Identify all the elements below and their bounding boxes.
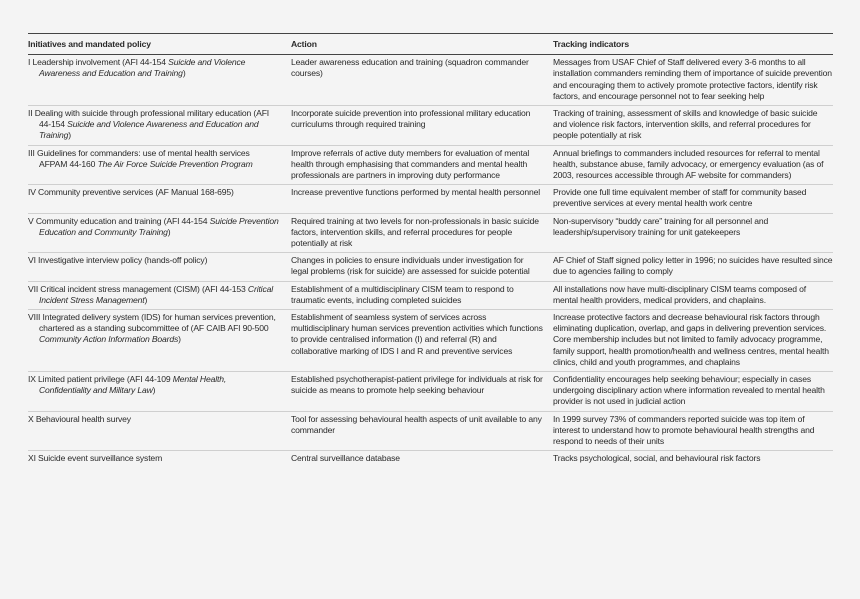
initiative-cell bbox=[28, 185, 291, 213]
policy-title-italic: Community Action Information Boards bbox=[39, 334, 179, 345]
initiative-text bbox=[28, 57, 279, 79]
initiative-text-segment: ) bbox=[144, 294, 148, 305]
policy-title-italic: Critical Incident Stress Management bbox=[39, 283, 273, 305]
initiative-text-segment: ) bbox=[152, 385, 156, 396]
table-row bbox=[28, 310, 833, 372]
table-row bbox=[28, 213, 833, 253]
initiative-text bbox=[28, 216, 279, 238]
table-body bbox=[28, 55, 833, 468]
initiative-text bbox=[28, 148, 279, 170]
initiative-text-segment: VI Investigative interview policy (hands-off policy) bbox=[28, 255, 208, 266]
tracking-cell: All installations now have multi-disciplinary CISM teams composed of mental health providers, medical providers, and chaplains. bbox=[553, 283, 806, 305]
initiative-text-segment: V Community education and training (AFI 44-154 bbox=[28, 215, 210, 226]
tracking-cell: Increase protective factors and decrease behavioural risk factors through eliminating duplication, overlap, and gaps in delivering prevention services. Core membership includes but not limited to family advocacy programme, family support, health promotion/health and wellness centres, mental health clinics, child and youth programmes, and chaplains bbox=[553, 312, 829, 367]
initiative-cell bbox=[28, 253, 291, 281]
initiative-cell bbox=[28, 281, 291, 309]
action-cell: Establishment of seamless system of services across multidisciplinary human services prevention activities which functions to provide centralised information (I) and referral (R) and collaborative marking of IDS I and R and preventive services bbox=[291, 312, 543, 356]
tracking-cell: Provide one full time equivalent member of staff for community based preventive services at every mental health work centre bbox=[553, 187, 807, 209]
policy-title-italic: Suicide and Violence Awareness and Education and Training bbox=[39, 57, 246, 79]
tracking-cell: In 1999 survey 73% of commanders reported suicide was top item of interest to understand how to promote behavioural health strengths and respond to needs of their units bbox=[553, 413, 815, 447]
column-header-action: Action bbox=[291, 39, 317, 49]
column-header-tracking: Tracking indicators bbox=[553, 39, 629, 49]
policy-title-italic: Mental Health, Confidentiality and Military Law bbox=[39, 374, 227, 396]
tracking-cell: Messages from USAF Chief of Staff delivered every 3-6 months to all installation commanders reminding them of importance of suicide prevention and encouraging them to actively promote protective factors, identify risk factors, and encourage personnel not to fear seeking help bbox=[553, 57, 832, 101]
policy-title-italic: Suicide and Violence Awareness and Education and Training bbox=[39, 119, 259, 141]
action-cell: Central surveillance database bbox=[291, 453, 400, 464]
initiative-cell bbox=[28, 411, 291, 451]
initiative-text bbox=[28, 374, 279, 396]
table-row bbox=[28, 372, 833, 412]
table-row bbox=[28, 106, 833, 146]
initiative-text-segment: ) bbox=[68, 130, 71, 141]
initiative-text-segment: ) bbox=[178, 334, 181, 345]
initiative-text bbox=[28, 414, 279, 425]
initiative-text-segment: ) bbox=[167, 226, 171, 237]
initiative-text bbox=[28, 108, 279, 142]
action-cell: Incorporate suicide prevention into professional military education curriculums through required training bbox=[291, 108, 531, 130]
initiative-cell bbox=[28, 145, 291, 185]
action-cell: Establishment of a multidisciplinary CISM team to respond to traumatic events, including completed suicides bbox=[291, 283, 514, 305]
action-cell: Increase preventive functions performed by mental health personnel bbox=[291, 187, 541, 198]
tracking-cell: Tracking of training, assessment of skills and knowledge of basic suicide and violence risk factors, intervention skills, and referral procedures for people potentially at risk bbox=[553, 108, 818, 141]
table-row bbox=[28, 55, 833, 106]
initiative-text bbox=[28, 187, 279, 198]
table-header-row bbox=[28, 34, 833, 55]
initiative-text-segment: X Behavioural health survey bbox=[28, 413, 131, 424]
policy-title-italic: The Air Force Suicide Prevention Program bbox=[97, 158, 253, 169]
table-row bbox=[28, 185, 833, 213]
table-row bbox=[28, 253, 833, 281]
initiative-cell bbox=[28, 55, 291, 106]
action-cell: Changes in policies to ensure individuals under investigation for legal problems (risk for suicide) are assessed for suicide potential bbox=[291, 255, 530, 277]
initiative-text-segment: IV Community preventive services (AF Manual 168-695) bbox=[28, 187, 234, 198]
initiative-text-segment: XI Suicide event surveillance system bbox=[28, 453, 163, 464]
action-cell: Improve referrals of active duty members for evaluation of mental health through emphasising that commanders and mental health professionals are partners in improving duty performance bbox=[291, 147, 530, 181]
initiative-cell bbox=[28, 213, 291, 253]
initiative-text-segment: II Dealing with suicide through professional military education (AFI 44-154 bbox=[28, 108, 270, 130]
action-cell: Tool for assessing behavioural health aspects of unit available to any commander bbox=[291, 413, 542, 435]
initiative-text-segment: VII Critical incident stress management (CISM) (AFI 44-153 bbox=[28, 283, 248, 294]
action-cell: Leader awareness education and training (squadron commander courses) bbox=[291, 57, 529, 79]
tracking-cell: Non-supervisory “buddy care” training for all personnel and leadership/supervisory training for unit gatekeepers bbox=[553, 215, 769, 237]
table-row bbox=[28, 411, 833, 451]
initiative-cell bbox=[28, 106, 291, 146]
initiative-cell bbox=[28, 372, 291, 412]
policy-title-italic: Suicide Prevention Education and Community Training bbox=[39, 215, 279, 237]
table-row bbox=[28, 145, 833, 185]
tracking-cell: AF Chief of Staff signed policy letter in 1996; no suicides have resulted since due to agencies failing to comply bbox=[553, 255, 833, 277]
tracking-cell: Annual briefings to commanders included resources for referral to mental health, substance abuse, family advocacy, or emergency evaluation (as of 2003, resources accessible through AF website for commanders) bbox=[553, 147, 824, 181]
action-cell: Required training at two levels for non-professionals in basic suicide factors, intervention skills, and referral procedures for people potentially at risk bbox=[291, 215, 539, 249]
initiative-text-segment: ) bbox=[182, 68, 186, 79]
initiative-text-segment: I Leadership involvement (AFI 44-154 bbox=[28, 57, 169, 68]
initiative-text-segment: IX Limited patient privilege (AFI 44-109 bbox=[28, 374, 173, 385]
initiative-text bbox=[28, 284, 279, 306]
tracking-cell: Tracks psychological, social, and behavioural risk factors bbox=[553, 453, 761, 464]
table-row bbox=[28, 451, 833, 468]
initiative-cell bbox=[28, 310, 291, 372]
initiative-text bbox=[28, 453, 279, 464]
action-cell: Established psychotherapist-patient privilege for individuals at risk for suicide as means to promote help seeking behaviour bbox=[291, 374, 543, 396]
policy-table bbox=[28, 33, 833, 468]
initiative-text-segment: VIII Integrated delivery system (IDS) for human services prevention, chartered as a standing subcommittee of (AF CAIB AFI 90-500 bbox=[28, 312, 276, 334]
column-header-initiatives: Initiatives and mandated policy bbox=[28, 39, 151, 49]
initiative-text-segment: III Guidelines for commanders: use of mental health services AFPAM 44-160 bbox=[28, 147, 250, 169]
initiative-cell bbox=[28, 451, 291, 468]
initiative-text bbox=[28, 312, 279, 346]
tracking-cell: Confidentiality encourages help seeking behaviour; especially in cases undergoing disciplinary action where information revealed to mental health provider is not used in judicial action bbox=[553, 374, 825, 407]
initiative-text bbox=[28, 255, 279, 266]
table-row bbox=[28, 281, 833, 309]
